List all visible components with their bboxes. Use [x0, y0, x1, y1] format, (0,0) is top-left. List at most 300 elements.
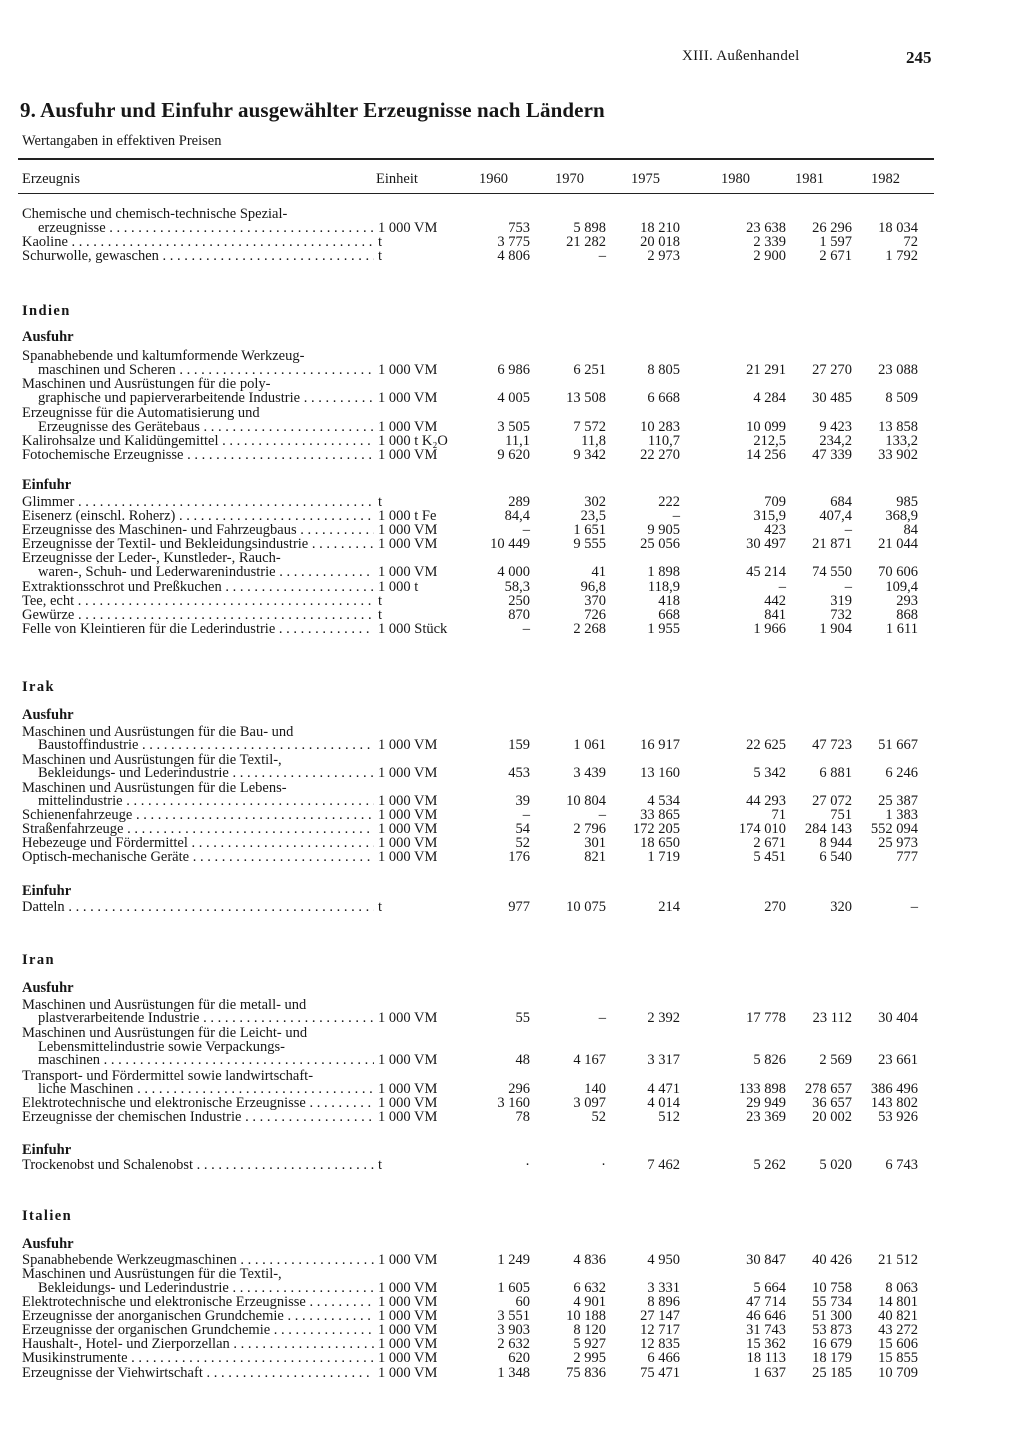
- row-value: 2 392: [647, 1010, 680, 1026]
- row-label: maschinen . . .: [22, 1053, 374, 1067]
- row-value: 33 865: [640, 807, 680, 823]
- row-value: 9 342: [573, 447, 606, 463]
- row-value: 985: [896, 494, 918, 510]
- row-value: 296: [508, 1081, 530, 1097]
- row-value: 1 605: [497, 1280, 530, 1296]
- row-value: 23 661: [878, 1052, 918, 1068]
- row-value: 2 671: [819, 248, 852, 264]
- row-value: –: [844, 579, 852, 595]
- row-label: liche Maschinen . . .: [22, 1082, 374, 1096]
- row-value: 5 451: [753, 849, 786, 865]
- row-unit: 1 000 VM: [378, 1052, 438, 1068]
- row-label-continued: Maschinen und Ausrüstungen für die Textil-,: [22, 1266, 282, 1282]
- row-value: –: [844, 522, 852, 538]
- row-value: 33 902: [878, 447, 918, 463]
- row-value: 10 099: [746, 419, 786, 435]
- row-label: Spanabhebende Werkzeugmaschinen . . .: [22, 1253, 374, 1267]
- row-value: 13 508: [566, 390, 606, 406]
- country-heading: Italien: [22, 1208, 73, 1224]
- row-value: 212,5: [753, 433, 786, 449]
- row-value: 870: [508, 607, 530, 623]
- row-value: 418: [658, 593, 680, 609]
- row-value: 17 778: [746, 1010, 786, 1026]
- row-value: 8 805: [647, 362, 680, 378]
- row-label: Erzeugnisse der anorganischen Grundchemie . . .: [22, 1309, 374, 1323]
- row-value: 52: [515, 835, 530, 851]
- chapter-title: XIII. Außenhandel: [682, 48, 800, 64]
- row-value: 320: [830, 899, 852, 915]
- row-value: 25 973: [878, 835, 918, 851]
- row-value: 51 667: [878, 737, 918, 753]
- row-unit: t: [378, 607, 383, 623]
- row-unit: 1 000 VM: [378, 220, 438, 236]
- row-value: 5 826: [753, 1052, 786, 1068]
- row-unit: 1 000 t: [378, 579, 419, 595]
- row-unit: 1 000 VM: [378, 737, 438, 753]
- row-value: 4 836: [573, 1252, 606, 1268]
- row-label-continued: Spanabhebende und kaltumformende Werkzeug-: [22, 348, 305, 364]
- country-heading: Iran: [22, 952, 55, 968]
- row-value: 31 743: [746, 1322, 786, 1338]
- row-value: 1 898: [647, 564, 680, 580]
- row-value: 74 550: [812, 564, 852, 580]
- row-unit: t: [378, 593, 383, 609]
- row-value: 23 088: [878, 362, 918, 378]
- row-label: Schurwolle, gewaschen . . .: [22, 249, 374, 263]
- row-value: 27 147: [640, 1308, 680, 1324]
- row-value: 2 973: [647, 248, 680, 264]
- row-value: 2 671: [753, 835, 786, 851]
- row-value: 4 014: [647, 1095, 680, 1111]
- row-value: 9 423: [819, 419, 852, 435]
- row-value: 70 606: [878, 564, 918, 580]
- row-value: –: [522, 621, 530, 637]
- row-label: Gewürze . . .: [22, 608, 374, 622]
- row-value: 26 296: [812, 220, 852, 236]
- row-value: 133 898: [738, 1081, 786, 1097]
- row-value: 8 509: [885, 390, 918, 406]
- row-value: 1 719: [647, 849, 680, 865]
- row-label: Elektrotechnische und elektronische Erzeugnisse . . .: [22, 1096, 374, 1110]
- row-unit: 1 000 VM: [378, 835, 438, 851]
- section-heading: Einfuhr: [22, 883, 72, 899]
- row-unit: 1 000 VM: [378, 1308, 438, 1324]
- section-heading: Ausfuhr: [22, 980, 74, 996]
- row-value: 222: [658, 494, 680, 510]
- row-value: 270: [764, 899, 786, 915]
- row-value: 143 802: [870, 1095, 918, 1111]
- row-value: 10 758: [812, 1280, 852, 1296]
- row-value: 777: [896, 849, 918, 865]
- row-value: 3 775: [497, 234, 530, 250]
- row-value: 10 188: [566, 1308, 606, 1324]
- row-value: 2 268: [573, 621, 606, 637]
- row-value: 159: [508, 737, 530, 753]
- row-value: 18 113: [746, 1350, 786, 1366]
- row-value: 10 283: [640, 419, 680, 435]
- row-label: Straßenfahrzeuge . . .: [22, 822, 374, 836]
- row-value: 234,2: [819, 433, 852, 449]
- row-unit: 1 000 VM: [378, 1252, 438, 1268]
- row-unit: t: [378, 1157, 383, 1173]
- row-unit: t: [378, 248, 383, 264]
- row-value: 21 512: [878, 1252, 918, 1268]
- row-value: 118,9: [647, 579, 680, 595]
- row-value: 5 262: [753, 1157, 786, 1173]
- row-value: 668: [658, 607, 680, 623]
- row-value: 3 551: [497, 1308, 530, 1324]
- row-value: 9 555: [573, 536, 606, 552]
- row-label-continued: Chemische und chemisch-technische Spezial-: [22, 206, 288, 222]
- row-value: 11,1: [505, 433, 530, 449]
- row-unit: 1 000 VM: [378, 1095, 438, 1111]
- row-label: Erzeugnisse der organischen Grundchemie . . .: [22, 1323, 374, 1337]
- row-value: 9 620: [497, 447, 530, 463]
- row-unit: 1 000 VM: [378, 1322, 438, 1338]
- column-header-year: 1981: [795, 171, 824, 187]
- row-value: 21 871: [812, 536, 852, 552]
- row-label: graphische und papierverarbeitende Industrie . . .: [22, 391, 374, 405]
- row-unit: 1 000 VM: [378, 807, 438, 823]
- row-value: –: [910, 899, 918, 915]
- row-value: 3 097: [573, 1095, 606, 1111]
- row-label-continued: Transport- und Fördermittel sowie landwirtschaft-: [22, 1068, 314, 1084]
- row-unit: 1 000 VM: [378, 390, 438, 406]
- row-value: 620: [508, 1350, 530, 1366]
- row-value: 23,5: [580, 508, 606, 524]
- row-value: 12 835: [640, 1336, 680, 1352]
- row-value: 684: [830, 494, 852, 510]
- row-value: 45 214: [746, 564, 786, 580]
- row-value: 1 249: [497, 1252, 530, 1268]
- row-value: 726: [584, 607, 606, 623]
- row-value: 370: [584, 593, 606, 609]
- row-value: 753: [508, 220, 530, 236]
- row-value: 27 270: [812, 362, 852, 378]
- row-unit: 1 000 VM: [378, 1010, 438, 1026]
- row-value: 10 804: [566, 793, 606, 809]
- row-value: 36 657: [812, 1095, 852, 1111]
- column-header-year: 1982: [871, 171, 900, 187]
- row-value: 75 471: [640, 1365, 680, 1381]
- row-value: 72: [903, 234, 918, 250]
- row-value: 552 094: [870, 821, 918, 837]
- row-value: 1 348: [497, 1365, 530, 1381]
- row-value: 3 505: [497, 419, 530, 435]
- row-label: Fotochemische Erzeugnisse . . .: [22, 448, 374, 462]
- row-label: waren-, Schuh- und Lederwarenindustrie . . .: [22, 565, 374, 579]
- row-value: 10 075: [566, 899, 606, 915]
- row-value: 5 020: [819, 1157, 852, 1173]
- row-value: 140: [584, 1081, 606, 1097]
- row-value: 1 383: [885, 807, 918, 823]
- row-value: 1 792: [885, 248, 918, 264]
- row-value: 3 903: [497, 1322, 530, 1338]
- country-heading: Irak: [22, 679, 55, 695]
- row-label-continued: Erzeugnisse für die Automatisierung und: [22, 405, 260, 421]
- row-label: Extraktionsschrot und Preßkuchen . . .: [22, 580, 374, 594]
- row-value: 4 950: [647, 1252, 680, 1268]
- row-label: Bekleidungs- und Lederindustrie . . .: [22, 1281, 374, 1295]
- row-value: 4 000: [497, 564, 530, 580]
- row-value: 9 905: [647, 522, 680, 538]
- row-value: 4 471: [647, 1081, 680, 1097]
- row-value: 2 900: [753, 248, 786, 264]
- row-value: 75 836: [566, 1365, 606, 1381]
- row-label: Hebezeuge und Fördermittel . . .: [22, 836, 374, 850]
- row-value: 20 002: [812, 1109, 852, 1125]
- row-unit: 1 000 VM: [378, 793, 438, 809]
- row-value: 133,2: [885, 433, 918, 449]
- row-value: 453: [508, 765, 530, 781]
- row-value: 53 873: [812, 1322, 852, 1338]
- row-value: 1 597: [819, 234, 852, 250]
- row-value: 301: [584, 835, 606, 851]
- row-label: Bekleidungs- und Lederindustrie . . .: [22, 766, 374, 780]
- row-value: 46 646: [746, 1308, 786, 1324]
- row-value: 55 734: [812, 1294, 852, 1310]
- row-value: 39: [515, 793, 530, 809]
- country-heading: Indien: [22, 303, 71, 319]
- row-unit: t: [378, 494, 383, 510]
- row-value: 18 210: [640, 220, 680, 236]
- row-value: 302: [584, 494, 606, 510]
- row-label: Baustoffindustrie . . .: [22, 738, 374, 752]
- row-value: 6 986: [497, 362, 530, 378]
- row-value: 4 005: [497, 390, 530, 406]
- row-value: 48: [515, 1052, 530, 1068]
- column-header-unit: Einheit: [376, 171, 418, 187]
- row-value: 319: [830, 593, 852, 609]
- row-value: 25 056: [640, 536, 680, 552]
- row-value: 71: [771, 807, 786, 823]
- row-value: 6 246: [885, 765, 918, 781]
- row-value: 22 625: [746, 737, 786, 753]
- row-value: 23 112: [812, 1010, 852, 1026]
- row-value: 53 926: [878, 1109, 918, 1125]
- row-unit: 1 000 VM: [378, 765, 438, 781]
- row-value: 278 657: [804, 1081, 852, 1097]
- row-value: 25 387: [878, 793, 918, 809]
- row-value: 6 632: [573, 1280, 606, 1296]
- row-value: ·: [601, 1157, 606, 1173]
- row-value: 2 339: [753, 234, 786, 250]
- row-value: 172 205: [632, 821, 680, 837]
- row-label-continued: Maschinen und Ausrüstungen für die Bau- und: [22, 724, 294, 740]
- row-value: 293: [896, 593, 918, 609]
- column-header-year: 1980: [721, 171, 750, 187]
- row-value: 5 342: [753, 765, 786, 781]
- row-value: 2 632: [497, 1336, 530, 1352]
- row-label: Haushalt-, Hotel- und Zierporzellan . . .: [22, 1337, 374, 1351]
- row-label: Datteln . . .: [22, 900, 374, 914]
- row-value: 84: [903, 522, 918, 538]
- row-value: 30 847: [746, 1252, 786, 1268]
- column-header-product: Erzeugnis: [22, 171, 80, 187]
- row-value: 368,9: [885, 508, 918, 524]
- row-unit: 1 000 Stück: [378, 621, 448, 637]
- row-value: 6 466: [647, 1350, 680, 1366]
- row-value: 40 426: [812, 1252, 852, 1268]
- row-unit: 1 000 VM: [378, 564, 438, 580]
- row-value: 250: [508, 593, 530, 609]
- row-value: 423: [764, 522, 786, 538]
- row-unit: 1 000 VM: [378, 1109, 438, 1125]
- section-heading: Einfuhr: [22, 1142, 72, 1158]
- row-value: 13 160: [640, 765, 680, 781]
- row-value: 6 881: [819, 765, 852, 781]
- row-label-continued: Maschinen und Ausrüstungen für die poly-: [22, 376, 271, 392]
- row-label: Glimmer . . .: [22, 495, 374, 509]
- row-label: Kalirohsalze und Kalidüngemittel . . .: [22, 434, 374, 448]
- row-unit: 1 000 VM: [378, 849, 438, 865]
- page-number: 245: [906, 48, 932, 67]
- section-heading: Einfuhr: [22, 477, 72, 493]
- row-value: 868: [896, 607, 918, 623]
- row-value: 751: [830, 807, 852, 823]
- row-value: 41: [591, 564, 606, 580]
- row-label: erzeugnisse . . .: [22, 221, 374, 235]
- row-value: 174 010: [738, 821, 786, 837]
- row-unit: t: [378, 899, 383, 915]
- row-value: 30 497: [746, 536, 786, 552]
- row-label: Erzeugnisse der chemischen Industrie . . .: [22, 1110, 374, 1124]
- row-label: mittelindustrie . . .: [22, 794, 374, 808]
- row-value: 30 404: [878, 1010, 918, 1026]
- row-value: 110,7: [647, 433, 680, 449]
- row-value: 4 167: [573, 1052, 606, 1068]
- row-value: 52: [591, 1109, 606, 1125]
- row-label: Musikinstrumente . . .: [22, 1351, 374, 1365]
- row-unit: 1 000 VM: [378, 1350, 438, 1366]
- row-value: 13 858: [878, 419, 918, 435]
- row-value: –: [598, 248, 606, 264]
- row-label-continued: Maschinen und Ausrüstungen für die metall- und: [22, 997, 307, 1013]
- row-value: 3 439: [573, 765, 606, 781]
- row-value: 54: [515, 821, 530, 837]
- row-value: 14 256: [746, 447, 786, 463]
- row-label: Schienenfahrzeuge . . .: [22, 808, 374, 822]
- row-value: 841: [764, 607, 786, 623]
- row-value: 21 291: [746, 362, 786, 378]
- row-value: 5 927: [573, 1336, 606, 1352]
- row-value: 12 717: [640, 1322, 680, 1338]
- row-value: 732: [830, 607, 852, 623]
- row-value: –: [672, 508, 680, 524]
- row-value: –: [778, 579, 786, 595]
- row-value: 821: [584, 849, 606, 865]
- row-value: 47 339: [812, 447, 852, 463]
- row-unit: 1 000 t K₂O: [378, 433, 448, 449]
- row-label-continued: Erzeugnisse der Leder-, Kunstleder-, Rauch-: [22, 550, 281, 566]
- row-value: 2 569: [819, 1052, 852, 1068]
- row-value: 5 664: [753, 1280, 786, 1296]
- row-label: Erzeugnisse des Maschinen- und Fahrzeugbaus . . .: [22, 523, 374, 537]
- row-value: 4 806: [497, 248, 530, 264]
- row-value: 43 272: [878, 1322, 918, 1338]
- section-heading: Ausfuhr: [22, 329, 74, 345]
- row-value: 442: [764, 593, 786, 609]
- row-value: 1 966: [753, 621, 786, 637]
- row-value: 8 896: [647, 1294, 680, 1310]
- row-label: Eisenerz (einschl. Roherz) . . .: [22, 509, 374, 523]
- row-value: 4 901: [573, 1294, 606, 1310]
- row-value: 289: [508, 494, 530, 510]
- row-value: 4 534: [647, 793, 680, 809]
- row-value: 3 317: [647, 1052, 680, 1068]
- row-unit: 1 000 VM: [378, 362, 438, 378]
- column-header-year: 1960: [479, 171, 508, 187]
- row-value: 8 944: [819, 835, 852, 851]
- row-value: 27 072: [812, 793, 852, 809]
- row-value: 40 821: [878, 1308, 918, 1324]
- row-value: 1 904: [819, 621, 852, 637]
- row-unit: 1 000 t Fe: [378, 508, 437, 524]
- row-value: 4 284: [753, 390, 786, 406]
- row-value: 7 572: [573, 419, 606, 435]
- row-value: –: [522, 522, 530, 538]
- row-label: Erzeugnisse des Gerätebaus . . .: [22, 420, 374, 434]
- row-value: 15 606: [878, 1336, 918, 1352]
- table-title: 9. Ausfuhr und Einfuhr ausgewählter Erzeugnisse nach Ländern: [20, 98, 605, 122]
- row-value: 84,4: [504, 508, 530, 524]
- row-value: 14 801: [878, 1294, 918, 1310]
- row-value: 8 063: [885, 1280, 918, 1296]
- row-value: 60: [515, 1294, 530, 1310]
- row-label: Kaoline . . .: [22, 235, 374, 249]
- row-value: 21 282: [566, 234, 606, 250]
- row-value: ·: [525, 1157, 530, 1173]
- row-value: –: [522, 807, 530, 823]
- row-value: 3 160: [497, 1095, 530, 1111]
- row-value: 16 679: [812, 1336, 852, 1352]
- row-unit: 1 000 VM: [378, 1336, 438, 1352]
- row-label-continued: Maschinen und Ausrüstungen für die Textil-,: [22, 752, 282, 768]
- row-value: 284 143: [804, 821, 852, 837]
- column-header-year: 1975: [631, 171, 660, 187]
- row-value: 30 485: [812, 390, 852, 406]
- row-value: 18 034: [878, 220, 918, 236]
- row-label-continued: Maschinen und Ausrüstungen für die Leicht- und: [22, 1025, 308, 1041]
- row-value: 407,4: [819, 508, 852, 524]
- row-value: 47 714: [746, 1294, 786, 1310]
- row-value: 25 185: [812, 1365, 852, 1381]
- row-value: 3 331: [647, 1280, 680, 1296]
- row-value: 1 061: [573, 737, 606, 753]
- row-value: 6 743: [885, 1157, 918, 1173]
- section-heading: Ausfuhr: [22, 707, 74, 723]
- row-value: 29 949: [746, 1095, 786, 1111]
- row-value: 977: [508, 899, 530, 915]
- row-value: 55: [515, 1010, 530, 1026]
- row-unit: 1 000 VM: [378, 1365, 438, 1381]
- row-unit: 1 000 VM: [378, 1081, 438, 1097]
- row-value: 6 540: [819, 849, 852, 865]
- row-label-continued: Maschinen und Ausrüstungen für die Lebens-: [22, 780, 287, 796]
- row-value: 10 449: [490, 536, 530, 552]
- row-value: 512: [658, 1109, 680, 1125]
- row-value: 7 462: [647, 1157, 680, 1173]
- row-value: 176: [508, 849, 530, 865]
- row-value: 8 120: [573, 1322, 606, 1338]
- row-value: 6 668: [647, 390, 680, 406]
- row-value: 23 369: [746, 1109, 786, 1125]
- row-unit: 1 000 VM: [378, 821, 438, 837]
- row-label: maschinen und Scheren . . .: [22, 363, 374, 377]
- row-value: 51 300: [812, 1308, 852, 1324]
- row-value: 22 270: [640, 447, 680, 463]
- table-subtitle: Wertangaben in effektiven Preisen: [22, 133, 222, 149]
